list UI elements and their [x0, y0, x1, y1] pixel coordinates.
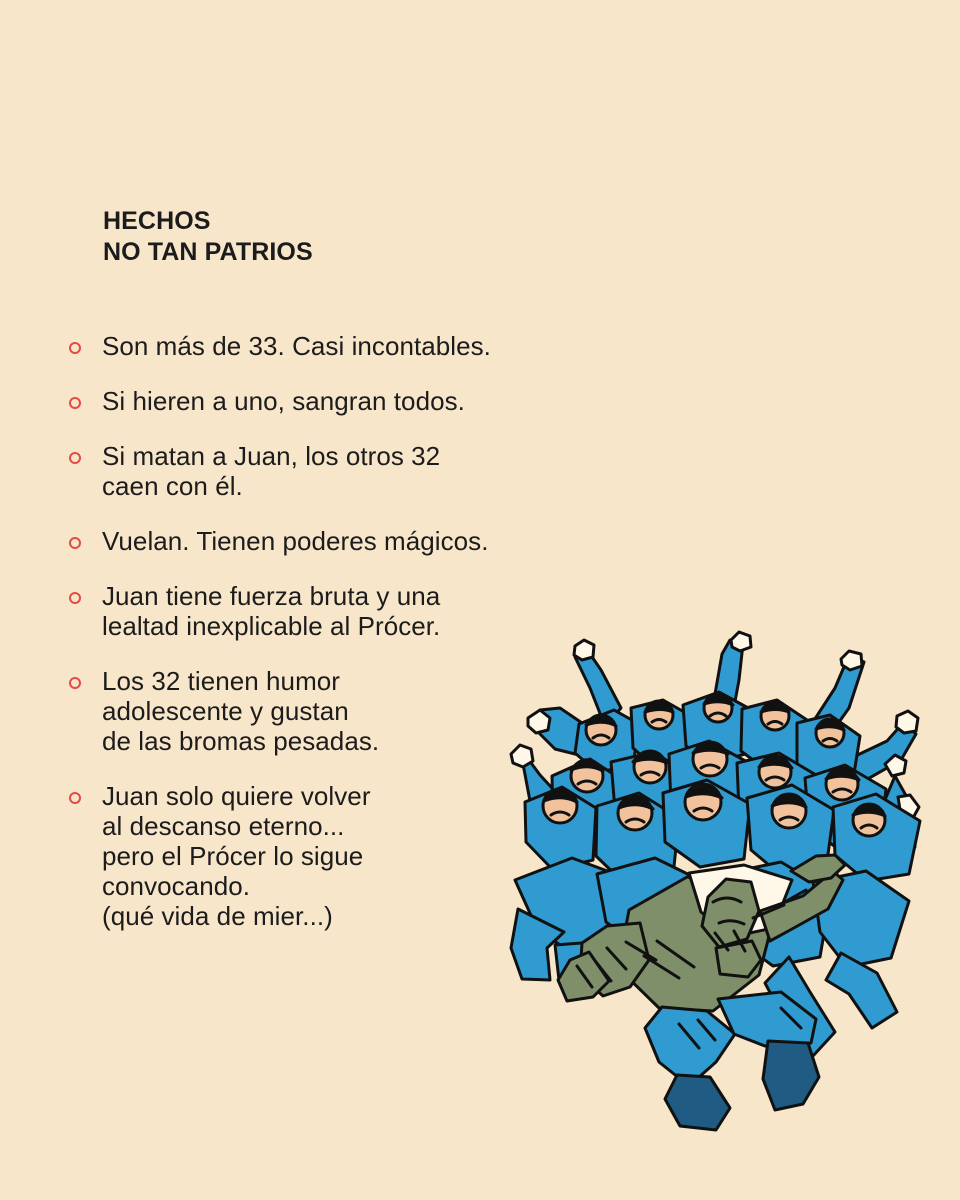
fact-line: Si hieren a uno, sangran todos.	[102, 386, 465, 416]
fact-line: lealtad inexplicable al Prócer.	[102, 611, 441, 641]
ring-bullet-icon	[69, 792, 81, 804]
title-line-2: NO TAN PATRIOS	[103, 238, 313, 266]
soldiers-illustration-art	[505, 630, 935, 1140]
fact-item-6	[66, 666, 566, 756]
fact-item-5	[66, 581, 566, 641]
fact-item-3	[66, 441, 566, 501]
ring-bullet-icon	[69, 537, 81, 549]
ring-bullet-icon	[69, 342, 81, 354]
page-title	[103, 206, 313, 268]
fact-line: al descanso eterno...	[102, 811, 345, 841]
fact-line: Los 32 tienen humor	[102, 666, 340, 696]
facts-list	[66, 331, 566, 931]
fact-line: pero el Prócer lo sigue	[102, 841, 364, 871]
fact-line: convocando.	[102, 871, 250, 901]
fact-line: Juan solo quiere volver	[102, 781, 371, 811]
fact-line: Son más de 33. Casi incontables.	[102, 331, 491, 361]
fact-line: caen con él.	[102, 471, 243, 501]
ring-bullet-icon	[69, 397, 81, 409]
fact-item-4	[66, 526, 566, 556]
ring-bullet-icon	[69, 677, 81, 689]
fact-item-7	[66, 781, 566, 931]
fact-line: (qué vida de mier...)	[102, 901, 333, 931]
fact-item-2	[66, 386, 566, 416]
fact-line: Si matan a Juan, los otros 32	[102, 441, 441, 471]
soldiers-illustration	[505, 630, 935, 1140]
fact-item-1	[66, 331, 566, 361]
fact-line: adolescente y gustan	[102, 696, 349, 726]
fact-line: Vuelan. Tienen poderes mágicos.	[102, 526, 489, 556]
ring-bullet-icon	[69, 592, 81, 604]
title-line-1: HECHOS	[103, 207, 211, 235]
ring-bullet-icon	[69, 452, 81, 464]
fact-line: de las bromas pesadas.	[102, 726, 380, 756]
fact-line: Juan tiene fuerza bruta y una	[102, 581, 441, 611]
